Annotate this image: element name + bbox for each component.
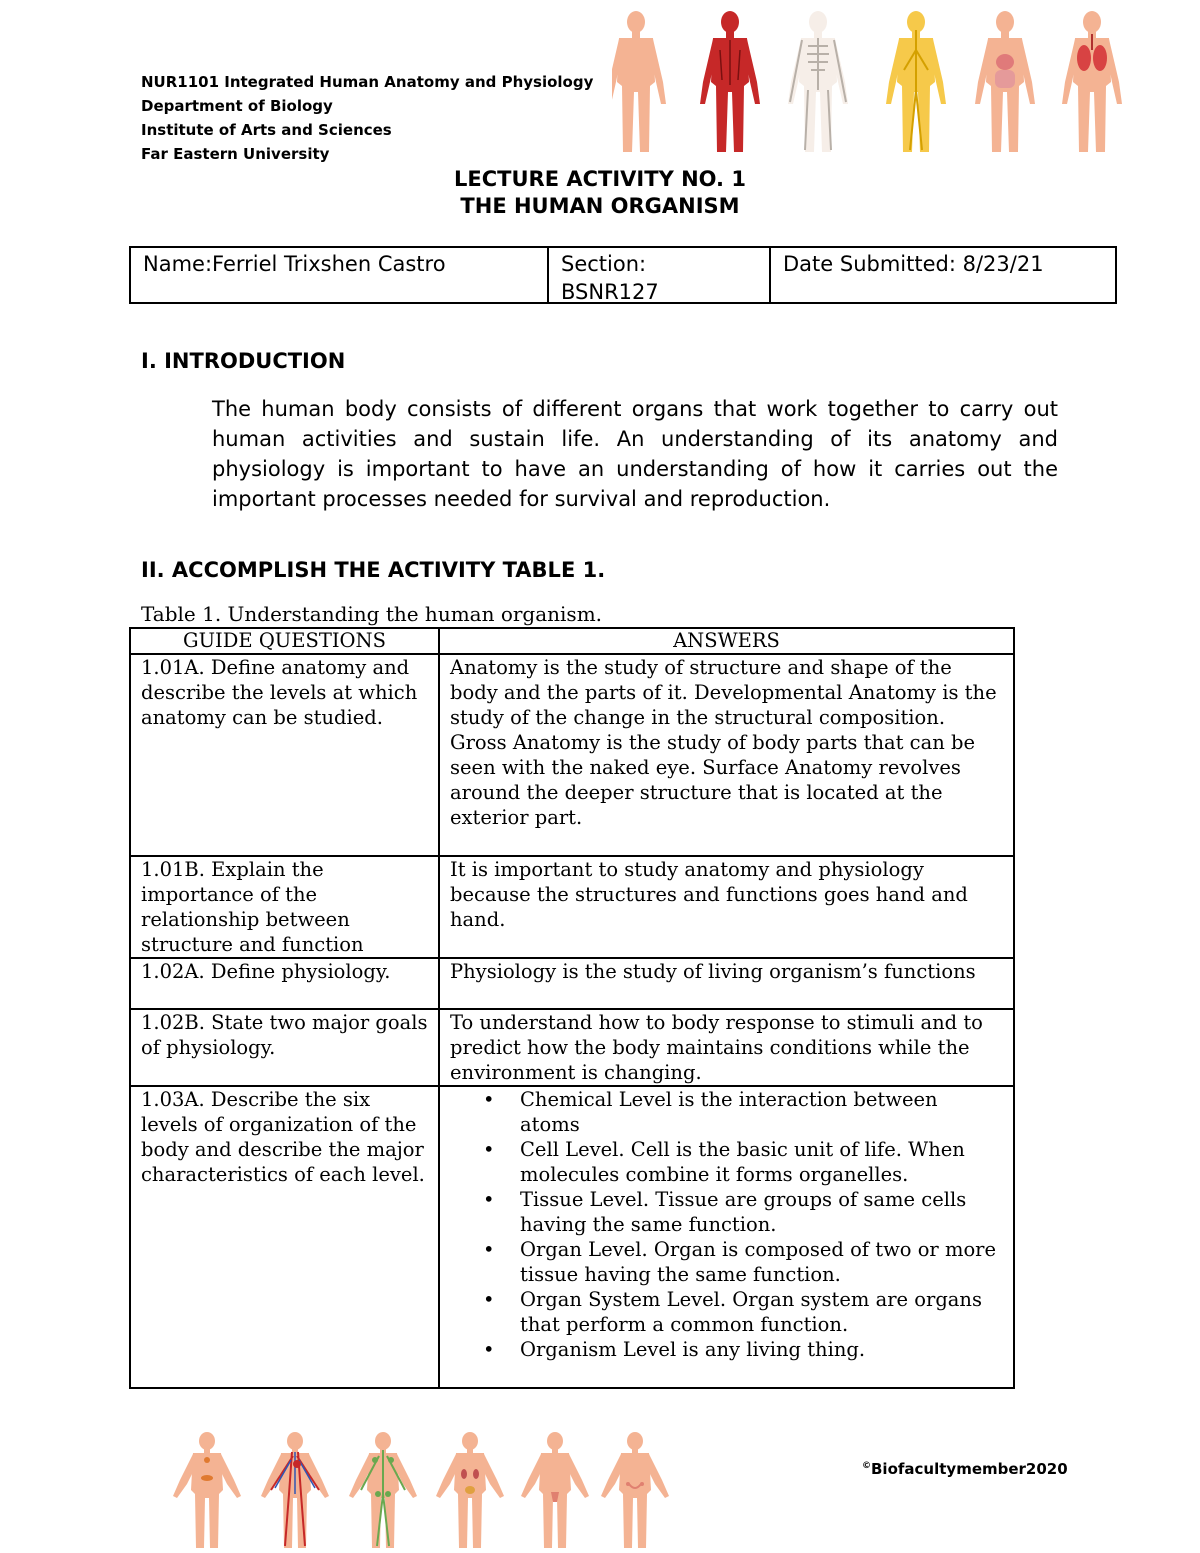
- answer: Physiology is the study of living organism’s functions: [439, 958, 1014, 1009]
- body-systems-illustration-top: [612, 10, 1132, 155]
- answer: [439, 1086, 1014, 1388]
- title-line-2: THE HUMAN ORGANISM: [460, 194, 740, 218]
- university-name: Far Eastern University: [141, 145, 330, 163]
- figure-nervous-system: [886, 11, 946, 152]
- activity-title: [0, 166, 1200, 220]
- figure-cardiovascular-system: [261, 1432, 329, 1548]
- activity-table: [129, 627, 1015, 1389]
- figure-skin: [612, 11, 666, 152]
- answer: Anatomy is the study of structure and shape of the body and the parts of it. Developmental Anatomy is the study of the change in the structural composition. Gross Anatomy is the study of body parts that can be seen with the naked eye. Surface Anatomy revolves around the deeper structure that is located at the exterior part.: [439, 654, 1014, 856]
- copyright-icon: ©: [862, 1461, 871, 1471]
- guide-question: 1.02A. Define physiology.: [130, 958, 439, 1009]
- figure-respiratory-system: [1062, 11, 1122, 152]
- table-row: [130, 856, 1014, 958]
- section-value: BSNR127: [561, 280, 659, 304]
- figure-digestive-system: [975, 11, 1035, 152]
- list-item: • Organ Level. Organ is composed of two or more tissue having the same function.: [520, 1237, 1003, 1287]
- list-item: • Tissue Level. Tissue are groups of same cells having the same function.: [520, 1187, 1003, 1237]
- list-item: • Organ System Level. Organ system are organs that perform a common function.: [520, 1287, 1003, 1337]
- body-systems-illustration-bottom: [165, 1430, 685, 1550]
- answer: It is important to study anatomy and physiology because the structures and functions goes hand and hand.: [439, 856, 1014, 958]
- guide-question: 1.02B. State two major goals of physiology.: [130, 1009, 439, 1086]
- table-row: [130, 1086, 1014, 1388]
- student-name: Name:Ferriel Trixshen Castro: [131, 248, 549, 302]
- table-header-row: [130, 628, 1014, 654]
- figure-female-reproductive-system: [601, 1432, 669, 1548]
- section-label: Section:: [561, 252, 647, 276]
- guide-question: 1.01B. Explain the importance of the relationship between structure and function: [130, 856, 439, 958]
- column-header-answers: ANSWERS: [439, 628, 1014, 654]
- institute-name: Institute of Arts and Sciences: [141, 121, 392, 139]
- organization-levels-list: [450, 1087, 1003, 1362]
- list-item: • Organism Level is any living thing.: [520, 1337, 1003, 1362]
- column-header-questions: GUIDE QUESTIONS: [130, 628, 439, 654]
- list-item: • Cell Level. Cell is the basic unit of life. When molecules combine it forms organelles.: [520, 1137, 1003, 1187]
- section-cell: [549, 248, 771, 302]
- course-title: NUR1101 Integrated Human Anatomy and Physiology: [141, 73, 594, 91]
- guide-question: 1.03A. Describe the six levels of organization of the body and describe the major characteristics of each level.: [130, 1086, 439, 1388]
- figure-male-reproductive-system: [521, 1432, 589, 1548]
- figure-endocrine-system: [173, 1432, 241, 1548]
- table-row: [130, 654, 1014, 856]
- copyright-text: Biofacultymember2020: [871, 1460, 1068, 1478]
- guide-question: 1.01A. Define anatomy and describe the levels at which anatomy can be studied.: [130, 654, 439, 856]
- title-line-1: LECTURE ACTIVITY NO. 1: [454, 167, 746, 191]
- document-header: [141, 70, 593, 166]
- table-row: [130, 1009, 1014, 1086]
- copyright-notice: [862, 1460, 1068, 1478]
- answer: To understand how to body response to stimuli and to predict how the body maintains conditions while the environment is changing.: [439, 1009, 1014, 1086]
- introduction-text: The human body consists of different organs that work together to carry out human activities and sustain life. An understanding of its anatomy and physiology is important to have an understanding of how it carries out the important processes needed for survival and reproduction.: [212, 397, 1058, 511]
- figure-urinary-system: [436, 1432, 504, 1548]
- table-caption: Table 1. Understanding the human organism.: [141, 602, 603, 626]
- date-submitted: Date Submitted: 8/23/21: [783, 252, 1044, 276]
- table-row: [130, 958, 1014, 1009]
- list-item: • Chemical Level is the interaction between atoms: [520, 1087, 1003, 1137]
- figure-skeletal-system: [788, 11, 848, 152]
- activity-heading: II. ACCOMPLISH THE ACTIVITY TABLE 1.: [141, 558, 606, 582]
- student-info-box: [129, 246, 1117, 304]
- introduction-heading: I. INTRODUCTION: [141, 349, 346, 373]
- figure-lymphatic-system: [349, 1432, 417, 1548]
- figure-muscular-system: [700, 11, 760, 152]
- department-name: Department of Biology: [141, 97, 333, 115]
